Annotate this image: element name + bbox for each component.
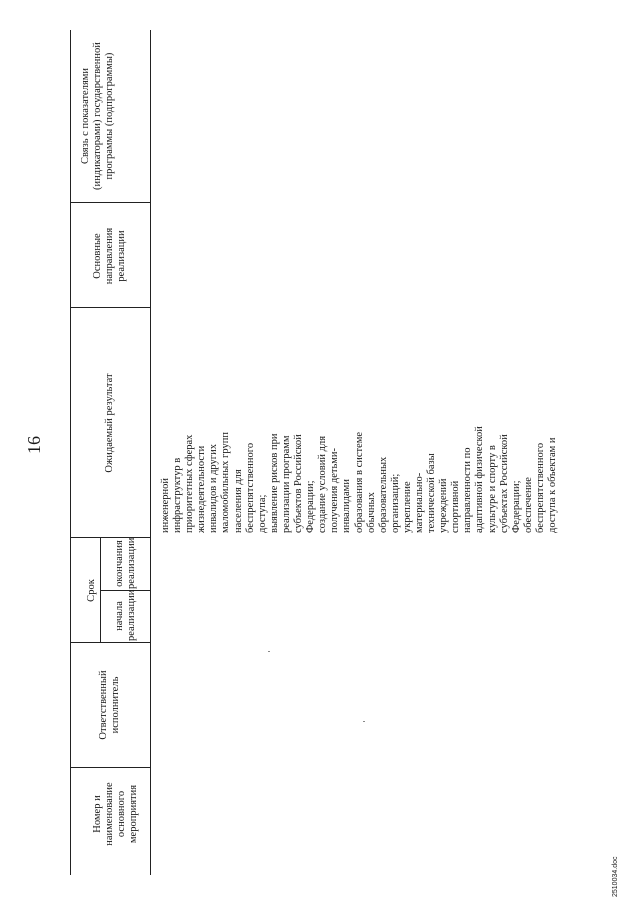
header-executor: Ответственный исполнитель bbox=[98, 670, 121, 740]
result-line: Федерации; bbox=[305, 480, 317, 533]
result-line: Федерации; bbox=[510, 480, 522, 533]
result-line: реализации программ bbox=[280, 435, 292, 533]
footer-doc-code: 2510034.doc bbox=[612, 856, 619, 897]
result-line: беспрепятственного bbox=[244, 442, 256, 533]
result-line: создание условий для bbox=[317, 435, 329, 533]
result-line: организаций; bbox=[389, 473, 401, 533]
header-start: начала реализации bbox=[114, 589, 137, 641]
scan-speck bbox=[363, 721, 365, 722]
result-line: выявление рисков при bbox=[268, 433, 280, 533]
result-line: инженерной bbox=[160, 477, 171, 533]
result-line: маломобильных групп bbox=[220, 432, 232, 533]
result-line: инфраструктур в bbox=[172, 457, 184, 533]
header-srok: Срок bbox=[86, 579, 97, 602]
scan-speck bbox=[268, 651, 270, 652]
header-number-name: Номер и наименование основного мероприятия bbox=[92, 782, 139, 846]
header-bottom-border bbox=[150, 30, 151, 875]
result-line: обычных bbox=[365, 492, 377, 533]
table-top-border bbox=[70, 30, 71, 875]
header-expected-result: Ожидаемый результат bbox=[104, 373, 115, 473]
result-line: материально- bbox=[413, 472, 425, 533]
result-line: направленности по bbox=[462, 447, 474, 533]
result-line: учреждений bbox=[438, 478, 450, 533]
expected-result-cell bbox=[160, 333, 559, 533]
result-line: субъектах Российской bbox=[498, 434, 510, 533]
result-line: доступа; bbox=[256, 494, 268, 533]
result-line: технической базы bbox=[426, 453, 438, 533]
result-line: субъектов Российской bbox=[293, 434, 305, 533]
result-line: культуре и спорту в bbox=[486, 445, 498, 533]
result-line: приоритетных сферах bbox=[184, 434, 196, 533]
result-line: обеспечение bbox=[522, 477, 534, 533]
header-end: окончания реализации bbox=[114, 537, 137, 589]
result-line: инвалидами bbox=[341, 479, 353, 533]
result-line: населения для bbox=[232, 469, 244, 533]
result-line: адаптивной физической bbox=[474, 426, 486, 533]
result-line: доступа к объектам и bbox=[547, 437, 558, 533]
header-indicators: Связь с показателями (индикаторами) государственной программы (подпрограммы) bbox=[80, 42, 115, 190]
result-line: получения детьми- bbox=[329, 448, 341, 533]
page-number: 16 bbox=[24, 436, 44, 454]
result-line: беспрепятственного bbox=[534, 442, 546, 533]
result-line: спортивной bbox=[450, 480, 462, 533]
result-line: образовательных bbox=[377, 456, 389, 533]
result-line: укрепление bbox=[401, 481, 413, 533]
header-directions: Основные направления реализации bbox=[92, 227, 127, 285]
result-line: образования в системе bbox=[353, 431, 365, 533]
col-divider-2 bbox=[70, 642, 150, 643]
result-line: инвалидов и других bbox=[208, 444, 220, 533]
col-divider-3 bbox=[70, 537, 150, 538]
result-line: жизнедеятельности bbox=[196, 445, 208, 533]
col-divider-4 bbox=[70, 307, 150, 308]
col-divider-5 bbox=[70, 202, 150, 203]
